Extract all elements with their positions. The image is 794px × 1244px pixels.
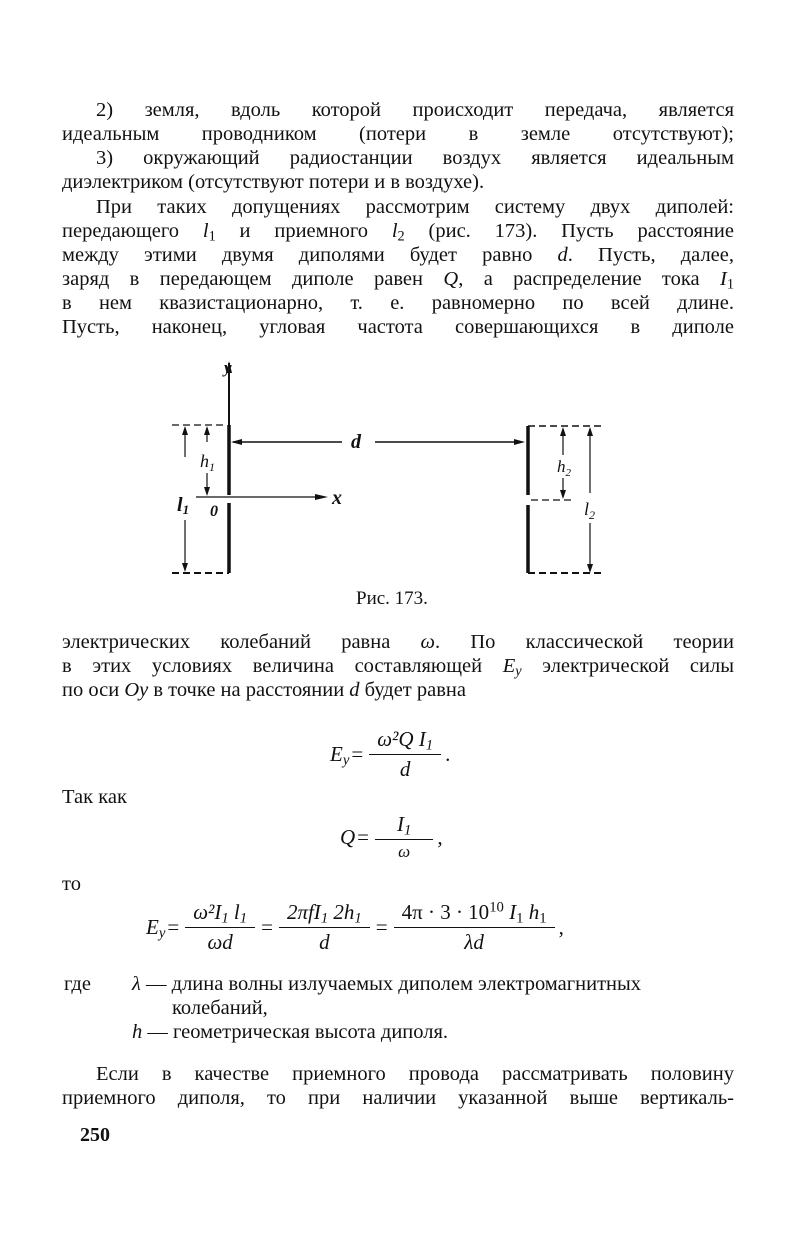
equals-sign: = [261, 915, 273, 939]
subscript: 2 [397, 228, 405, 245]
h1-symbol: h [200, 451, 209, 471]
text-line: Пусть, наконец, угловая частота совершающихся в диполе [62, 316, 734, 338]
l2-symbol: l [584, 499, 590, 519]
fraction [279, 900, 370, 955]
formula-lhs [146, 915, 165, 940]
equals-sign: = [375, 915, 388, 939]
fraction [375, 812, 433, 862]
l2-subscript: 2 [589, 508, 596, 522]
expr: h [523, 900, 540, 924]
text: заряд в передающем диполе равен [62, 268, 444, 290]
symbol-omega: ω [420, 631, 436, 653]
h2-subscript: 2 [565, 467, 571, 479]
symbol-lambda: λ [132, 973, 141, 995]
l1-arrowhead-bottom [182, 563, 188, 572]
h2-symbol: h [557, 457, 566, 476]
equals-sign: = [357, 824, 370, 849]
l1-label [177, 494, 189, 517]
l1-arrowhead-top [182, 426, 188, 435]
text: (рис. 173). Пусть расстояние [404, 220, 735, 242]
x-axis-label: x [332, 487, 342, 509]
subscript: 1 [726, 276, 734, 293]
h1-arrowhead-top [204, 426, 210, 435]
h1-arrowhead-bottom [204, 487, 210, 496]
definition-lambda-continued: колебаний, [172, 997, 268, 1019]
definition-h [132, 1020, 448, 1044]
text-line [62, 267, 734, 291]
text-line: в нем квазистационарно, т. е. равномерно по всей длине. [62, 292, 734, 314]
definition-text: геометрическая высота диполя. [173, 1021, 449, 1043]
fraction [369, 727, 441, 782]
symbol: E [330, 742, 343, 766]
x-axis-arrowhead [315, 494, 328, 500]
text-line: приемного диполя, то при наличии указанной выше вертикаль- [62, 1087, 734, 1109]
page-number: 250 [80, 1124, 110, 1146]
expr: I [397, 812, 405, 836]
numerator [185, 900, 255, 928]
punctuation: . [445, 742, 451, 766]
formula-q [340, 812, 443, 862]
expr: ω²I [193, 900, 222, 924]
subscript: 1 [239, 910, 248, 927]
formula-lhs: Q [340, 824, 356, 849]
symbol-d: d [349, 679, 360, 701]
denominator: λd [464, 930, 484, 954]
subscript: 1 [539, 910, 547, 927]
punctuation: , [558, 915, 564, 939]
text-line: 2) земля, вдоль которой происходит передача, является [96, 99, 734, 121]
text-line [62, 243, 734, 267]
subscript: y [158, 925, 166, 942]
symbol-l2: l [391, 220, 398, 242]
l2-arrowhead-top [587, 427, 593, 436]
numerator [394, 900, 555, 928]
symbol-q: Q [443, 268, 459, 290]
l2-arrowhead-bottom [587, 564, 593, 573]
symbol-e: E [502, 655, 516, 677]
h2-arrowhead-bottom [560, 490, 566, 499]
punctuation: , [437, 824, 443, 849]
text: в точке на расстоянии [148, 679, 350, 701]
superscript: 10 [489, 899, 504, 916]
expr: 2πfI [286, 900, 321, 924]
figure-caption: Рис. 173. [356, 588, 428, 609]
text-line [62, 630, 734, 654]
l1-subscript: 1 [182, 502, 190, 517]
definition-text: длина волны излучаемых диполем электромагнитных [171, 973, 642, 995]
d-label: d [351, 431, 361, 453]
expr: l [228, 900, 240, 924]
text-line: 3) окружающий радиостанции воздух является идеальным [96, 147, 734, 169]
h1-label [200, 451, 215, 474]
symbol-l1: l [202, 220, 209, 242]
text-line [62, 219, 734, 243]
symbol-i1: I [720, 268, 727, 290]
expr: I [503, 900, 517, 924]
subscript: 1 [354, 910, 362, 927]
text-line [62, 654, 734, 678]
text: между этими двумя диполями будет равно [62, 244, 558, 266]
denominator: d [319, 930, 330, 954]
text: по оси [62, 679, 125, 701]
definition-lambda [132, 972, 641, 996]
equals-sign: = [167, 915, 180, 939]
origin-label: 0 [210, 503, 218, 520]
fraction [394, 900, 555, 955]
subscript: y [342, 752, 350, 769]
text: будет равна [359, 679, 466, 701]
subscript: 1 [320, 910, 329, 927]
equals-sign: = [351, 742, 364, 766]
text: , а распределение тока [458, 268, 720, 290]
text-line: Так как [62, 786, 127, 808]
symbol: E [146, 915, 159, 939]
d-arrowhead-left [231, 439, 242, 445]
symbol-d: d [557, 244, 568, 266]
denominator: ωd [207, 930, 233, 954]
formula-ey [330, 727, 450, 782]
expr: 4π · 3 · 10 [401, 900, 490, 924]
text: . Пусть, далее, [567, 244, 734, 266]
dash: — [142, 1021, 173, 1043]
h2-arrowhead-top [560, 427, 566, 436]
where-label: где [64, 973, 91, 995]
text: электрических колебаний равна [62, 631, 421, 653]
text-line [62, 678, 734, 702]
numerator [369, 727, 441, 755]
text: передающего [62, 220, 203, 242]
text-line: то [62, 873, 81, 895]
d-arrowhead-right [514, 439, 525, 445]
subscript: 1 [516, 910, 524, 927]
text-line: идеальным проводником (потери в земле отсутствуют); [62, 123, 734, 145]
fraction [185, 900, 255, 955]
formula-lhs [330, 742, 349, 767]
text-line: диэлектриком (отсутствуют потери и в воздухе). [62, 171, 485, 193]
expr: 2h [328, 900, 355, 924]
denominator: ω [398, 842, 411, 861]
formula-ey-expanded [146, 900, 564, 955]
denominator: d [399, 757, 411, 781]
y-axis-label: y [224, 358, 232, 377]
text: в этих условиях величина составляющей [62, 655, 503, 677]
subscript: 1 [221, 910, 229, 927]
h2-label [557, 457, 572, 479]
l1-symbol: l [177, 494, 183, 516]
dipole-diagram [160, 355, 640, 585]
text-line: Если в качестве приемного провода рассматривать половину [96, 1063, 734, 1085]
symbol-oy: Oy [124, 679, 149, 701]
symbol-h: h [132, 1021, 143, 1043]
text: . По классической теории [435, 631, 734, 653]
numerator [279, 900, 370, 928]
subscript: 1 [208, 228, 216, 245]
subscript: y [515, 663, 522, 680]
l2-label [584, 499, 595, 522]
dash: — [140, 973, 172, 995]
subscript: 1 [404, 822, 412, 839]
text-line: При таких допущениях рассмотрим систему двух диполей: [96, 196, 734, 218]
text: электрической силы [521, 655, 735, 677]
text: и приемного [215, 220, 392, 242]
numerator [375, 812, 433, 840]
h1-subscript: 1 [209, 460, 215, 474]
expr: ω²Q I [377, 727, 426, 751]
subscript: 1 [425, 737, 434, 754]
